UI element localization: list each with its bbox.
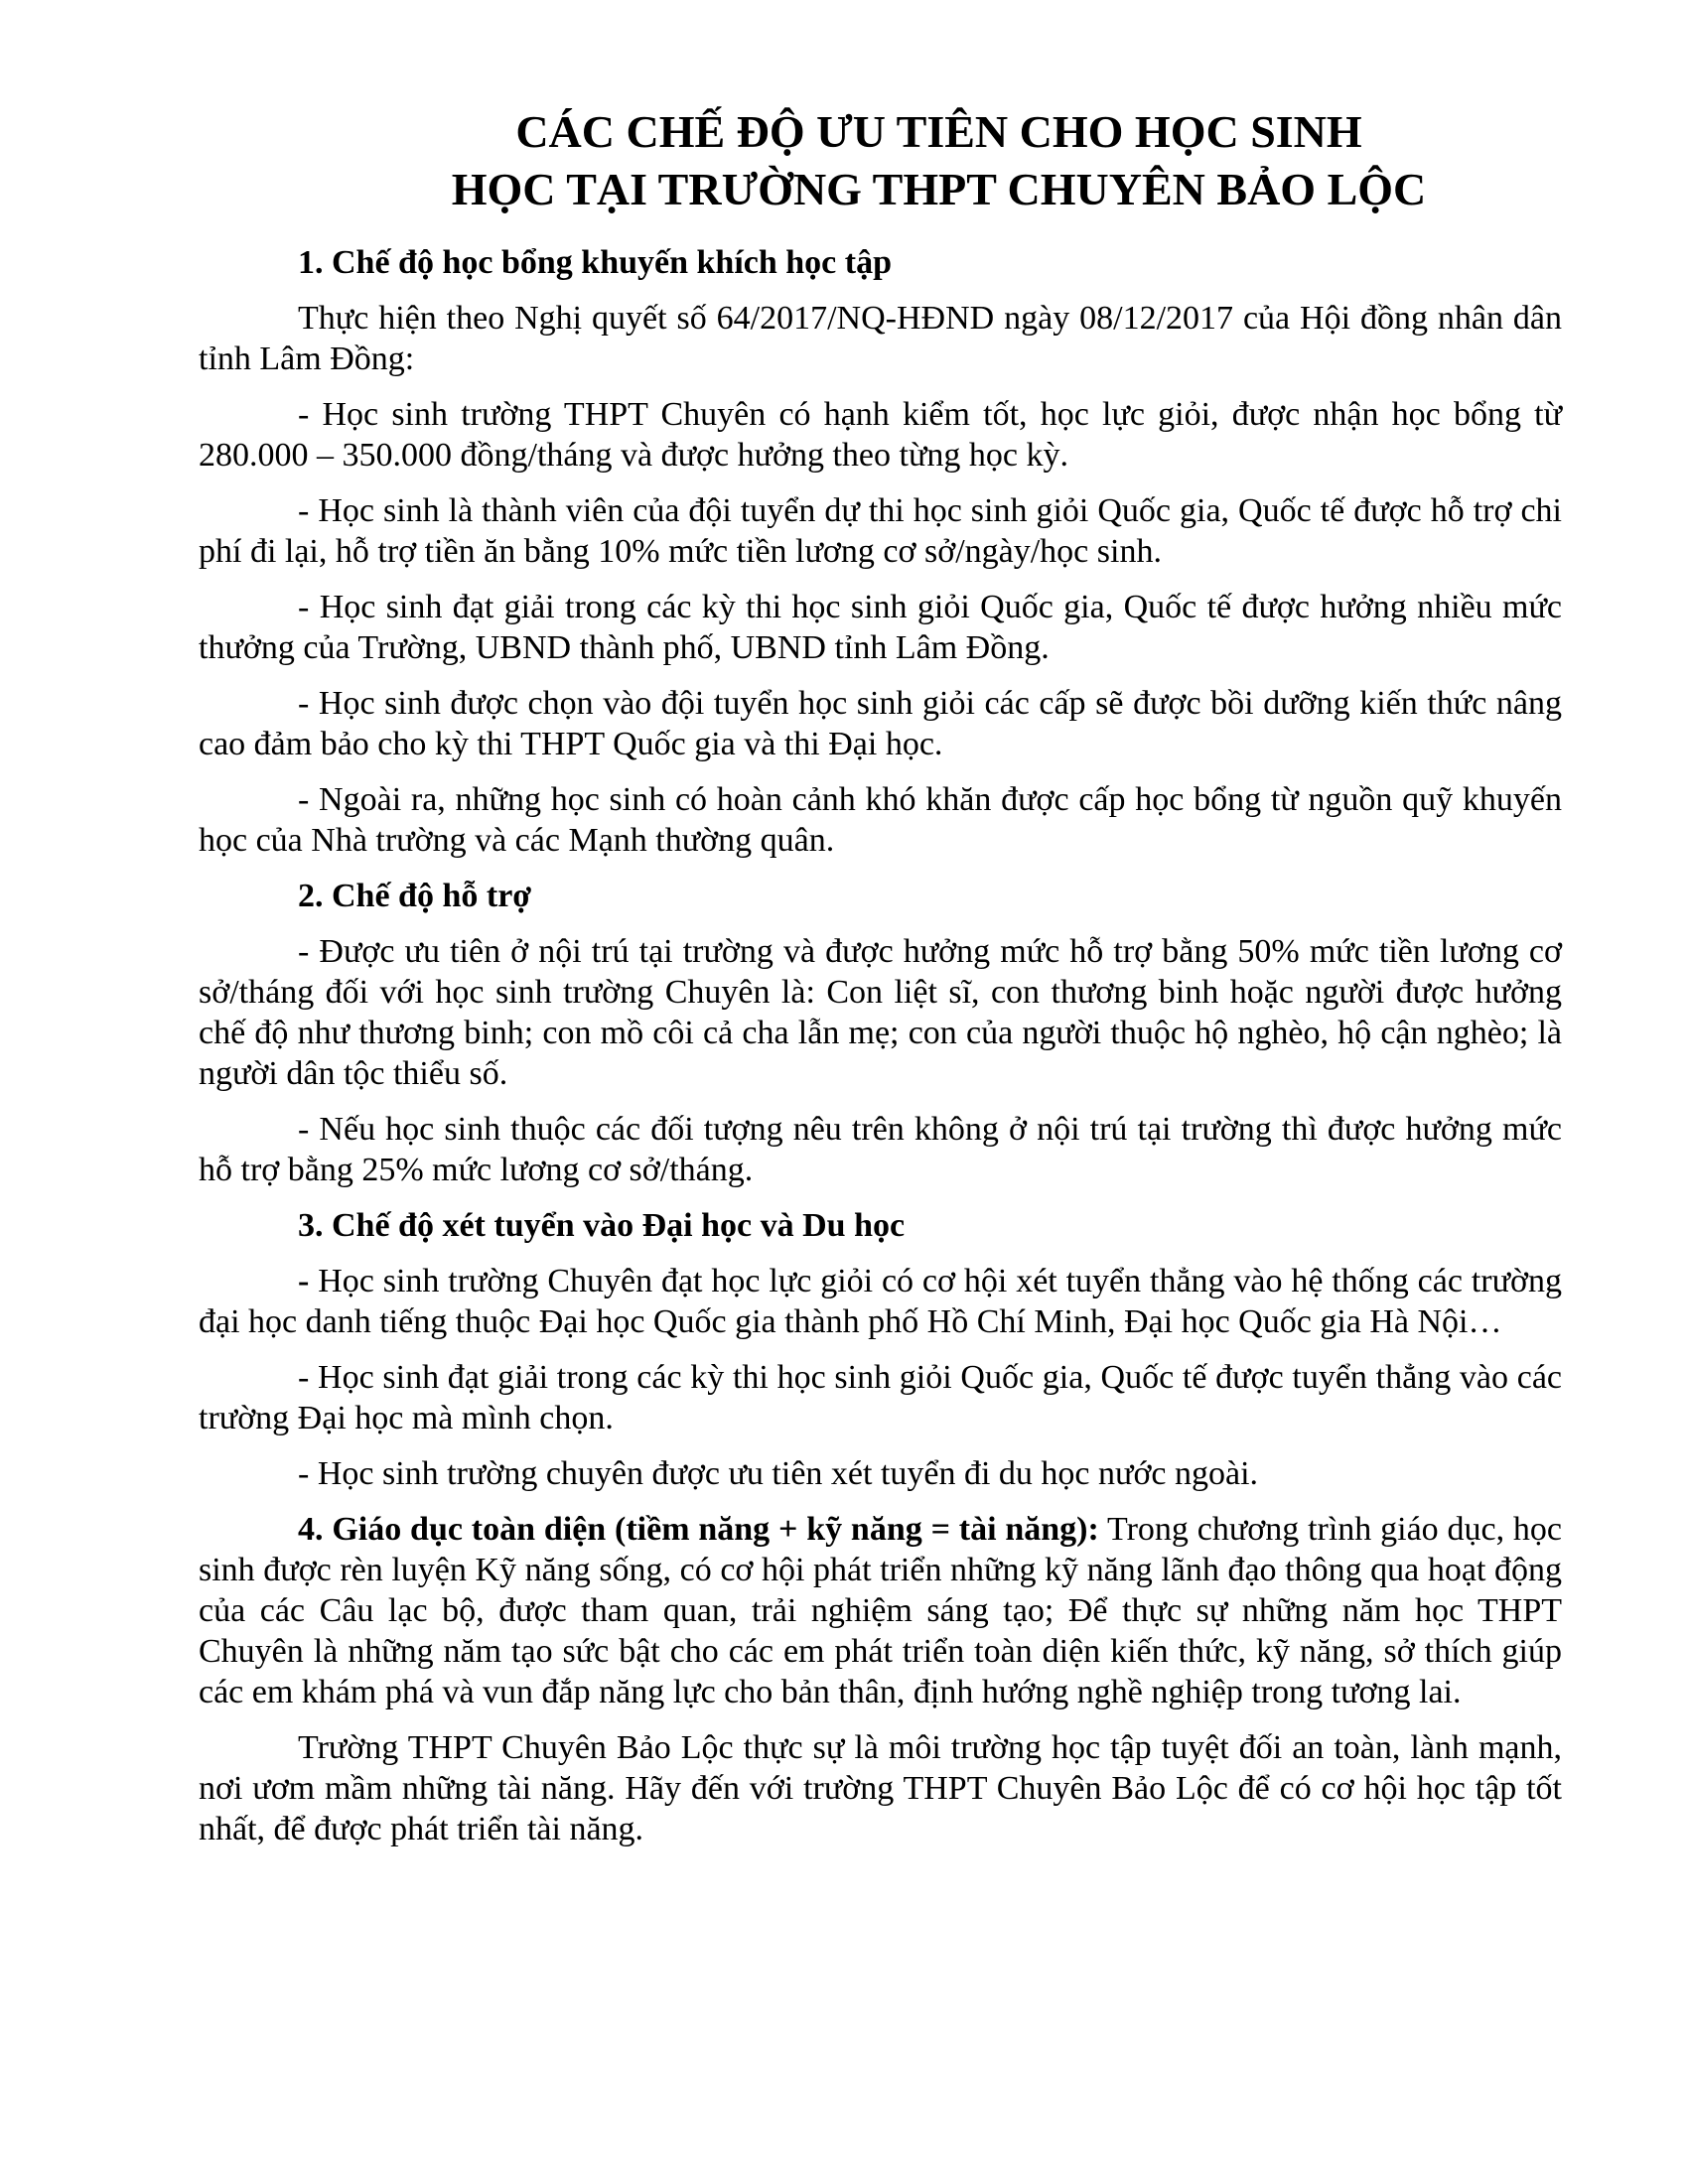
- section-1-paragraph-3: - Học sinh là thành viên của đội tuyển dự thi học sinh giỏi Quốc gia, Quốc tế được hỗ trợ chi phí đi lại, hỗ trợ tiền ăn bằng 10% mức tiền lương cơ sở/ngày/học sinh.: [199, 492, 1562, 570]
- closing-paragraph: Trường THPT Chuyên Bảo Lộc thực sự là môi trường học tập tuyệt đối an toàn, lành mạnh, nơi ươm mầm những tài năng. Hãy đến với trường THPT Chuyên Bảo Lộc để có cơ hội học tập tốt nhất, để được phát triển tài năng.: [199, 1729, 1562, 1847]
- section-4-paragraph-text: Trong chương trình giáo dục, học sinh được rèn luyện Kỹ năng sống, có cơ hội phát triển những kỹ năng lãnh đạo thông qua hoạt động của các Câu lạc bộ, được tham quan, trải nghiệm sáng tạo; Để thực sự những năm học THPT Chuyên là những năm tạo sức bật cho các em phát triển toàn diện kiến thức, kỹ năng, sở thích giúp các em khám phá và vun đắp năng lực cho bản thân, định hướng nghề nghiệp trong tương lai.: [199, 1511, 1562, 1710]
- section-3-paragraph-1-text: Học sinh trường Chuyên đạt học lực giỏi có cơ hội xét tuyển thẳng vào hệ thống các trường đại học danh tiếng thuộc Đại học Quốc gia thành phố Hồ Chí Minh, Đại học Quốc gia Hà Nội…: [199, 1263, 1562, 1340]
- section-1-paragraph-4: - Học sinh đạt giải trong các kỳ thi học sinh giỏi Quốc gia, Quốc tế được hưởng nhiều mức thưởng của Trường, UBND thành phố, UBND tỉnh Lâm Đồng.: [199, 589, 1562, 666]
- section-3-paragraph-1-dash: -: [298, 1263, 310, 1299]
- section-1-paragraph-5: - Học sinh được chọn vào đội tuyển học sinh giỏi các cấp sẽ được bồi dưỡng kiến thức nâng cao đảm bảo cho kỳ thi THPT Quốc gia và thi Đại học.: [199, 685, 1562, 762]
- section-3-heading: 3. Chế độ xét tuyển vào Đại học và Du học: [298, 1207, 906, 1244]
- section-1-heading: 1. Chế độ học bổng khuyến khích học tập: [298, 244, 893, 281]
- document-title-line-1: CÁC CHẾ ĐỘ ƯU TIÊN CHO HỌC SINH: [515, 106, 1362, 157]
- section-1-paragraph-2: - Học sinh trường THPT Chuyên có hạnh kiểm tốt, học lực giỏi, được nhận học bổng từ 280.000 – 350.000 đồng/tháng và được hưởng theo từng học kỳ.: [199, 396, 1562, 474]
- section-3-paragraph-1: [199, 1261, 1562, 1342]
- section-2-paragraph-2: - Nếu học sinh thuộc các đối tượng nêu trên không ở nội trú tại trường thì được hưởng mức hỗ trợ bằng 25% mức lương cơ sở/tháng.: [199, 1111, 1562, 1188]
- section-2-heading: 2. Chế độ hỗ trợ: [298, 878, 532, 914]
- section-1-paragraph-1: Thực hiện theo Nghị quyết số 64/2017/NQ-HĐND ngày 08/12/2017 của Hội đồng nhân dân tỉnh Lâm Đồng:: [199, 300, 1562, 377]
- section-1-paragraph-6: - Ngoài ra, những học sinh có hoàn cảnh khó khăn được cấp học bổng từ nguồn quỹ khuyến học của Nhà trường và các Mạnh thường quân.: [199, 781, 1562, 859]
- section-3-paragraph-2: - Học sinh đạt giải trong các kỳ thi học sinh giỏi Quốc gia, Quốc tế được tuyển thẳng vào các trường Đại học mà mình chọn.: [199, 1359, 1562, 1436]
- section-4-heading-inline: 4. Giáo dục toàn diện (tiềm năng + kỹ năng = tài năng):: [298, 1511, 1099, 1548]
- document-title: [316, 103, 1562, 218]
- document-title-line-2: HỌC TẠI TRƯỜNG THPT CHUYÊN BẢO LỘC: [451, 164, 1427, 214]
- section-3-paragraph-3: - Học sinh trường chuyên được ưu tiên xét tuyển đi du học nước ngoài.: [298, 1455, 1259, 1492]
- section-2-paragraph-1: - Được ưu tiên ở nội trú tại trường và được hưởng mức hỗ trợ bằng 50% mức tiền lương cơ sở/tháng đối với học sinh trường Chuyên là: Con liệt sĩ, con thương binh hoặc người được hưởng chế độ như thương binh; con mồ côi cả cha lẫn mẹ; con của người thuộc hộ nghèo, hộ cận nghèo; là người dân tộc thiểu số.: [199, 933, 1562, 1092]
- section-4-paragraph: [199, 1509, 1562, 1712]
